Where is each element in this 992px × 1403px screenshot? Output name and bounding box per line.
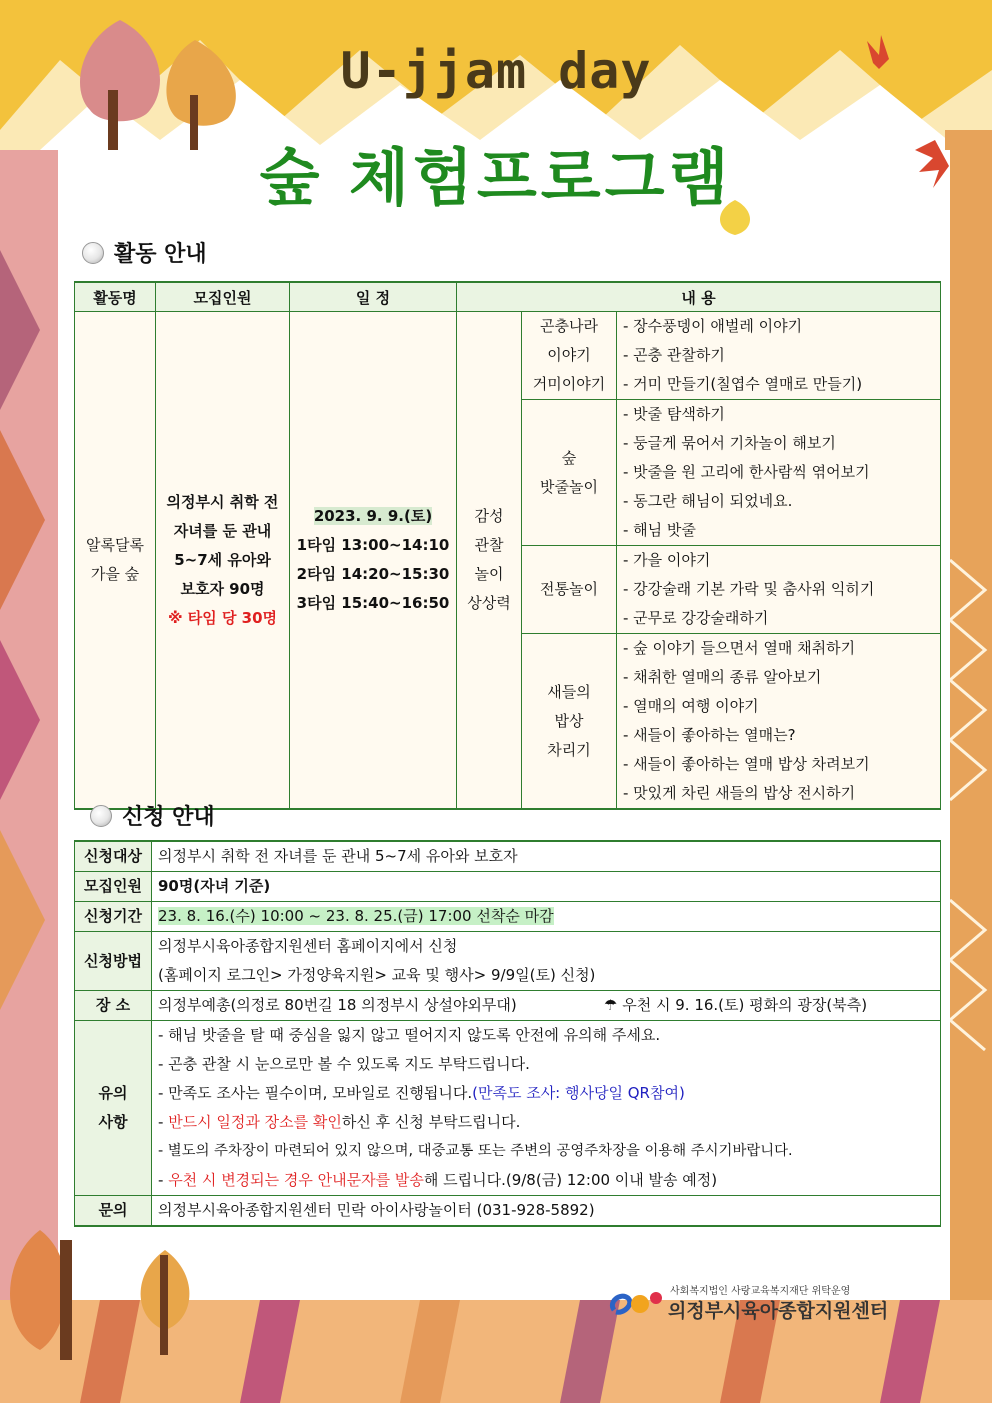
- recruit-value: 90명(자녀 기준): [152, 872, 941, 902]
- activity-name-cell: [75, 312, 156, 810]
- note-text: -: [158, 1171, 169, 1189]
- note-text: 하신 후 신청 부탁드립니다.: [341, 1113, 521, 1131]
- apply-table: [74, 840, 941, 1227]
- recruit-line: 5~7세 유아와: [174, 550, 271, 569]
- group-items-insects: [617, 312, 941, 400]
- theme-line: 놀이: [474, 565, 504, 583]
- note-item: [158, 1108, 940, 1137]
- method-line: 의정부시육아종합지원센터 홈페이지에서 신청: [158, 937, 458, 955]
- method-line: (홈페이지 로그인> 가정양육지원> 교육 및 행사> 9/9일(토) 신청): [158, 966, 596, 984]
- list-item: - 숲 이야기 들으면서 열매 채취하기: [623, 639, 856, 657]
- recruit-per-time: ※ 타임 당 30명: [167, 608, 278, 627]
- note-item: [158, 1166, 940, 1195]
- group-label-line: 숲: [561, 448, 577, 467]
- group-label-traditional: [522, 546, 617, 634]
- logo-mark-icon: [606, 1284, 666, 1320]
- period-label: 신청기간: [75, 902, 152, 932]
- recruit-line: 자녀를 둔 관내: [173, 521, 272, 540]
- contact-label: 문의: [75, 1196, 152, 1227]
- notes-label-line: 유의: [98, 1084, 128, 1102]
- header-recruit: 모집인원: [156, 282, 290, 312]
- list-item: - 강강술래 기본 가락 및 춤사위 익히기: [623, 580, 875, 598]
- group-label-line: 이야기: [547, 346, 591, 364]
- schedule-cell: [290, 312, 457, 810]
- period-cell: [152, 902, 941, 932]
- notes-label-line: 사항: [98, 1113, 128, 1131]
- list-item: - 새들이 좋아하는 열매는?: [623, 726, 796, 744]
- note-highlight-blue: (만족도 조사: 행사당일 QR참여): [472, 1084, 685, 1102]
- list-item: - 동그란 해님이 되었네요.: [623, 492, 793, 510]
- list-item: - 맛있게 차린 새들의 밥상 전시하기: [623, 784, 856, 802]
- group-items-birds: [617, 634, 941, 810]
- list-item: - 밧줄 탐색하기: [623, 405, 725, 423]
- list-item: - 해님 밧줄: [623, 521, 696, 539]
- theme-line: 상상력: [467, 594, 511, 612]
- notes-cell: [152, 1021, 941, 1196]
- recruit-line: 보호자 90명: [180, 579, 265, 598]
- activity-table: [74, 281, 941, 810]
- place-value: 의정부예총(의정로 80번길 18 의정부시 상설야외무대): [158, 996, 517, 1014]
- note-item: [158, 1079, 940, 1108]
- activity-name-line: 알록달록: [86, 536, 144, 554]
- note-item: - 별도의 주차장이 마련되어 있지 않으며, 대중교통 또는 주변의 공영주차장을 이용해 주시기바랍니다.: [158, 1143, 793, 1159]
- period-value: 23. 8. 16.(수) 10:00 ~ 23. 8. 25.(금) 17:00 선착순 마감: [158, 907, 554, 925]
- activity-name-line: 가을 숲: [90, 565, 140, 583]
- list-item: - 거미 만들기(칠엽수 열매로 만들기): [623, 375, 863, 393]
- method-label: 신청방법: [75, 932, 152, 991]
- list-item: - 밧줄을 원 고리에 한사람씩 엮어보기: [623, 463, 870, 481]
- rain-info: [604, 991, 867, 1020]
- activity-heading: [82, 237, 207, 268]
- schedule-time: 3타임 15:40~16:50: [296, 594, 450, 612]
- group-label-line: 밧줄놀이: [540, 477, 598, 496]
- list-item: - 곤충 관찰하기: [623, 346, 725, 364]
- group-label-line: 전통놀이: [540, 580, 598, 598]
- note-item: - 곤충 관찰 시 눈으로만 볼 수 있도록 지도 부탁드립니다.: [158, 1055, 530, 1073]
- recruit-line: 의정부시 취학 전: [166, 492, 279, 511]
- theme-line: 감성: [474, 507, 504, 525]
- title-korean: 숲 체험프로그램: [259, 141, 733, 214]
- umbrella-icon: ☂: [604, 996, 618, 1014]
- circle-bullet-icon: [90, 805, 112, 827]
- group-items-traditional: [617, 546, 941, 634]
- group-label-line: 차리기: [547, 740, 591, 759]
- group-label-birds: [522, 634, 617, 810]
- theme-line: 관찰: [474, 536, 504, 554]
- org-sub: 사회복지법인 사랑교육복지재단 위탁운영: [670, 1286, 851, 1297]
- header-content: 내 용: [457, 282, 941, 312]
- notes-label: [75, 1021, 152, 1196]
- note-text: -: [158, 1113, 169, 1131]
- note-highlight-red: 우천 시 변경되는 경우 안내문자를 발송: [168, 1171, 424, 1189]
- note-text: 해 드립니다.(9/8(금) 12:00 이내 발송 예정): [423, 1171, 718, 1189]
- list-item: - 열매의 여행 이야기: [623, 697, 759, 715]
- target-value: 의정부시 취학 전 자녀를 둔 관내 5~7세 유아와 보호자: [152, 841, 941, 872]
- recruit-cell: [156, 312, 290, 810]
- group-items-rope: [617, 400, 941, 546]
- header-schedule: 일 정: [290, 282, 457, 312]
- list-item: - 가을 이야기: [623, 551, 711, 569]
- list-item: - 채취한 열매의 종류 알아보기: [623, 668, 822, 686]
- group-label-line: 밥상: [554, 711, 584, 730]
- group-label-line: 곤충나라: [540, 317, 598, 335]
- apply-heading: [90, 800, 215, 831]
- list-item: - 군무로 강강술래하기: [623, 609, 769, 627]
- method-cell: [152, 932, 941, 991]
- list-item: - 새들이 좋아하는 열매 밥상 차려보기: [623, 755, 870, 773]
- group-label-insects: [522, 312, 617, 400]
- target-label: 신청대상: [75, 841, 152, 872]
- place-label: 장 소: [75, 991, 152, 1021]
- place-cell: [152, 991, 941, 1021]
- list-item: - 둥글게 묶어서 기차놀이 해보기: [623, 434, 836, 452]
- center-logo: [606, 1282, 896, 1322]
- note-text: - 만족도 조사는 필수이며, 모바일로 진행됩니다.: [158, 1084, 473, 1102]
- group-label-line: 거미이야기: [532, 375, 606, 393]
- org-name: 의정부시육아종합지원센터: [668, 1300, 889, 1322]
- rain-place-value: 우천 시 9. 16.(토) 평화의 광장(북측): [622, 996, 868, 1014]
- group-label-line: 새들의: [547, 682, 591, 701]
- title-english: U-jjam day: [340, 42, 652, 100]
- contact-value: 의정부시육아종합지원센터 민락 아이사랑놀이터 (031-928-5892): [152, 1196, 941, 1227]
- header-activity-name: 활동명: [75, 282, 156, 312]
- schedule-time: 2타임 14:20~15:30: [296, 565, 450, 583]
- schedule-time: 1타임 13:00~14:10: [296, 536, 450, 554]
- list-item: - 장수풍뎅이 애벌레 이야기: [623, 317, 803, 335]
- recruit-label: 모집인원: [75, 872, 152, 902]
- note-highlight-red: 반드시 일정과 장소를 확인: [168, 1113, 342, 1131]
- circle-bullet-icon: [82, 242, 104, 264]
- note-item: - 해님 밧줄을 탈 때 중심을 잃지 않고 떨어지지 않도록 안전에 유의해 주세요.: [158, 1026, 661, 1044]
- activity-heading-text: 활동 안내: [114, 242, 207, 267]
- apply-heading-text: 신청 안내: [122, 805, 215, 830]
- schedule-date: 2023. 9. 9.(토): [313, 507, 433, 525]
- group-label-rope: [522, 400, 617, 546]
- theme-cell: [457, 312, 522, 810]
